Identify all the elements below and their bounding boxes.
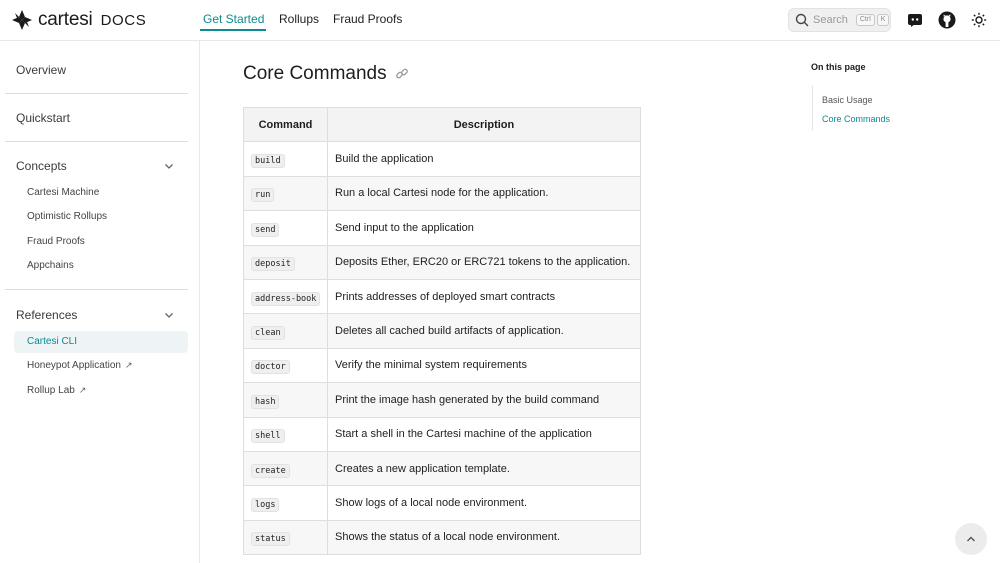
- description-cell: Deposits Ether, ERC20 or ERC721 tokens to the application.: [328, 245, 641, 279]
- description-cell: Print the image hash generated by the build command: [328, 383, 641, 417]
- nav-active-indicator: [200, 29, 266, 31]
- table-row: [244, 176, 641, 210]
- command-cell: [244, 245, 328, 279]
- sidebar-category-concepts[interactable]: Concepts: [16, 159, 67, 173]
- page-title-text: Core Commands: [243, 63, 387, 84]
- command-cell: [244, 520, 328, 554]
- sidebar-divider: [5, 289, 188, 290]
- sidebar-item-cartesi-cli[interactable]: Cartesi CLI: [27, 336, 78, 347]
- sidebar-item-cartesi-machine[interactable]: Cartesi Machine: [27, 187, 100, 198]
- github-icon[interactable]: [937, 10, 957, 30]
- table-header-row: [244, 108, 641, 142]
- sidebar-item-optimistic-rollups[interactable]: Optimistic Rollups: [27, 211, 108, 222]
- description-cell: Prints addresses of deployed smart contracts: [328, 279, 641, 313]
- scroll-to-top-button[interactable]: [955, 523, 987, 555]
- sidebar-item-overview[interactable]: Overview: [16, 63, 67, 77]
- nav-link-fraud-proofs[interactable]: Fraud Proofs: [333, 12, 403, 26]
- sidebar-item-appchains[interactable]: Appchains: [27, 260, 74, 271]
- description-cell: Start a shell in the Cartesi machine of the application: [328, 417, 641, 451]
- sidebar-category-references[interactable]: References: [16, 308, 78, 322]
- command-cell: [244, 211, 328, 245]
- command-code: hash: [251, 395, 279, 409]
- column-header-description: Description: [328, 108, 641, 142]
- description-cell: Run a local Cartesi node for the application.: [328, 176, 641, 210]
- chevron-down-icon[interactable]: [163, 309, 175, 321]
- theme-toggle-icon[interactable]: [969, 10, 989, 30]
- kbd-key: Ctrl: [856, 14, 875, 26]
- sidebar-divider: [5, 141, 188, 142]
- search-placeholder: Search: [813, 14, 848, 26]
- command-code: status: [251, 532, 290, 546]
- table-row: [244, 383, 641, 417]
- command-cell: [244, 486, 328, 520]
- table-row: [244, 245, 641, 279]
- table-row: [244, 348, 641, 382]
- command-code: clean: [251, 326, 285, 340]
- toc-title: On this page: [811, 62, 866, 72]
- command-cell: [244, 314, 328, 348]
- search-icon: [795, 13, 809, 27]
- description-cell: Show logs of a local node environment.: [328, 486, 641, 520]
- chevron-down-icon[interactable]: [163, 160, 175, 172]
- command-code: logs: [251, 498, 279, 512]
- brand-logo[interactable]: [11, 8, 146, 32]
- table-row: [244, 417, 641, 451]
- sidebar-item-honeypot-application[interactable]: [27, 360, 133, 371]
- command-code: deposit: [251, 257, 295, 271]
- description-cell: Send input to the application: [328, 211, 641, 245]
- brand-suffix: DOCS: [100, 11, 147, 29]
- sidebar-item-label: Honeypot Application: [27, 360, 121, 371]
- sidebar: [0, 41, 200, 563]
- sidebar-item-quickstart[interactable]: Quickstart: [16, 111, 71, 125]
- command-cell: [244, 383, 328, 417]
- command-cell: [244, 142, 328, 176]
- search-button[interactable]: [788, 8, 891, 32]
- table-row: [244, 314, 641, 348]
- command-cell: [244, 451, 328, 485]
- sidebar-divider: [5, 93, 188, 94]
- page-title: [243, 63, 409, 85]
- command-cell: [244, 176, 328, 210]
- command-code: create: [251, 464, 290, 478]
- sidebar-item-rollup-lab[interactable]: [27, 385, 86, 396]
- toc-item-basic-usage[interactable]: Basic Usage: [822, 95, 873, 105]
- anchor-link-icon[interactable]: [395, 67, 409, 81]
- description-cell: Creates a new application template.: [328, 451, 641, 485]
- nav-link-rollups[interactable]: Rollups: [279, 12, 320, 26]
- table-row: [244, 211, 641, 245]
- description-cell: Shows the status of a local node environment.: [328, 520, 641, 554]
- kbd-key: K: [877, 14, 890, 26]
- brand-name: cartesi: [38, 9, 93, 30]
- chevron-up-icon: [965, 533, 977, 545]
- column-header-command: Command: [244, 108, 328, 142]
- discord-icon[interactable]: [905, 10, 925, 30]
- table-row: [244, 279, 641, 313]
- command-cell: [244, 417, 328, 451]
- cartesi-logo-icon: [11, 9, 33, 31]
- search-shortcut: [856, 14, 890, 26]
- table-row: [244, 520, 641, 554]
- core-commands-table: [243, 107, 641, 555]
- sidebar-item-fraud-proofs[interactable]: Fraud Proofs: [27, 236, 85, 247]
- external-link-icon: ↗: [124, 360, 133, 370]
- nav-link-get-started[interactable]: Get Started: [203, 12, 265, 26]
- table-row: [244, 451, 641, 485]
- toc-rail: [812, 86, 813, 130]
- sidebar-item-label: Rollup Lab: [27, 385, 75, 396]
- command-code: doctor: [251, 360, 290, 374]
- external-link-icon: ↗: [78, 385, 87, 395]
- description-cell: Build the application: [328, 142, 641, 176]
- top-navbar: [0, 0, 1000, 41]
- command-code: send: [251, 223, 279, 237]
- table-row: [244, 142, 641, 176]
- description-cell: Verify the minimal system requirements: [328, 348, 641, 382]
- table-row: [244, 486, 641, 520]
- command-code: run: [251, 188, 274, 202]
- command-cell: [244, 279, 328, 313]
- command-cell: [244, 348, 328, 382]
- toc-item-core-commands[interactable]: Core Commands: [822, 114, 891, 124]
- command-code: shell: [251, 429, 285, 443]
- command-code: address-book: [251, 292, 320, 306]
- command-code: build: [251, 154, 285, 168]
- description-cell: Deletes all cached build artifacts of application.: [328, 314, 641, 348]
